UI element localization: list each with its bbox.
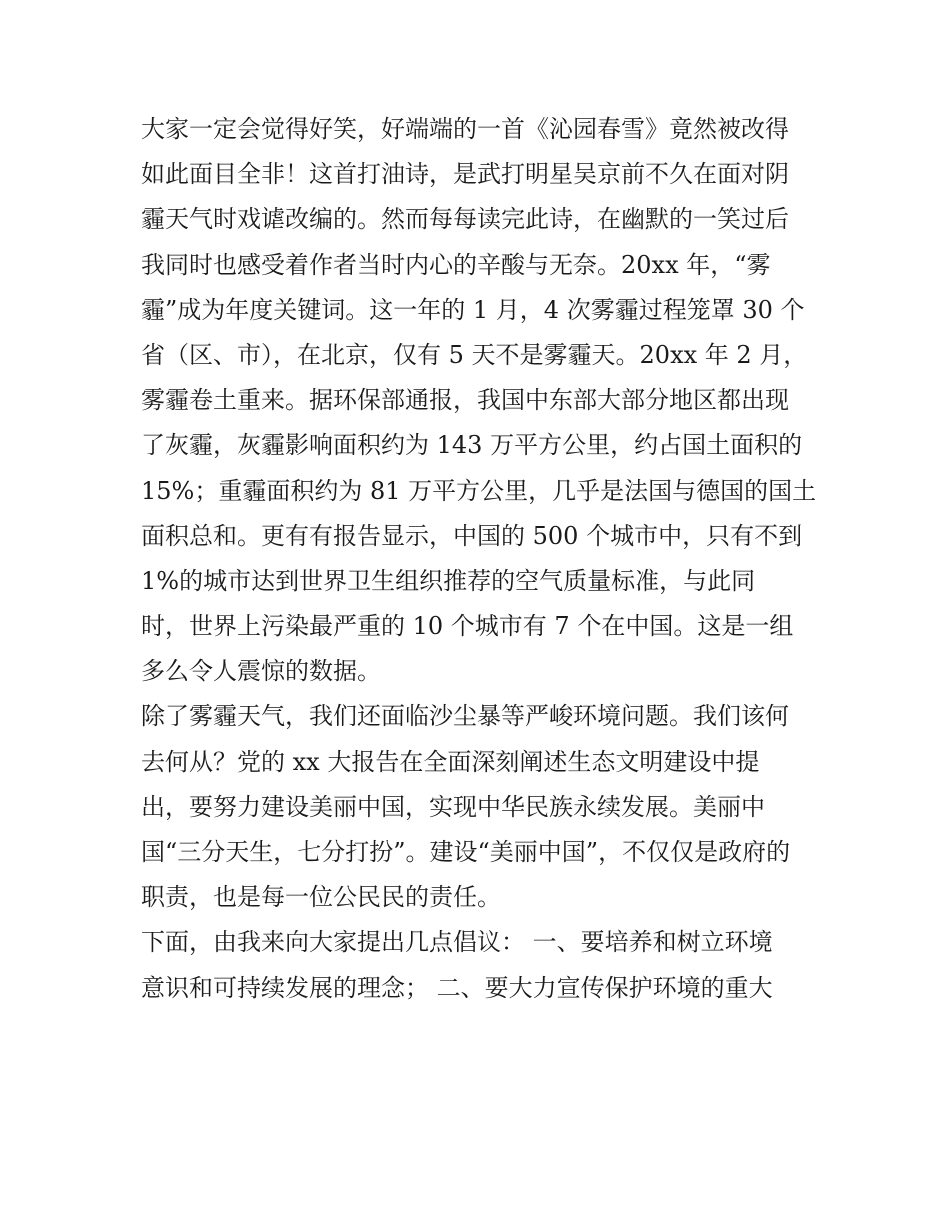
text-line: 面积总和。更有有报告显示，中国的 500 个城市中，只有不到 <box>141 521 803 550</box>
text-line: 霾”成为年度关键词。这一年的 1 月，4 次雾霾过程笼罩 30 个 <box>141 295 805 324</box>
text-line: 雾霾卷土重来。据环保部通报，我国中东部大部分地区都出现 <box>141 386 789 415</box>
text-line: 如此面目全非！这首打油诗，是武打明星吴京前不久在面对阴 <box>141 160 789 189</box>
text-line: 时，世界上污染最严重的 10 个城市有 7 个在中国。这是一组 <box>141 612 794 641</box>
text-line: 去何从？党的 xx 大报告在全面深刻阐述生态文明建设中提 <box>141 747 760 776</box>
text-line: 出，要努力建设美丽中国，实现中华民族永续发展。美丽中 <box>141 792 765 821</box>
text-line: 霾天气时戏谑改编的。然而每每读完此诗，在幽默的一笑过后 <box>141 205 789 234</box>
text-line: 1%的城市达到世界卫生组织推荐的空气质量标准，与此同 <box>141 566 756 595</box>
text-line: 多么令人震惊的数据。 <box>141 657 381 686</box>
text-line: 国“三分天生，七分打扮”。建设“美丽中国”，不仅仅是政府的 <box>141 838 791 866</box>
text-line: 除了雾霾天气，我们还面临沙尘暴等严峻环境问题。我们该何 <box>141 702 789 731</box>
document-body <box>141 107 821 1011</box>
text-line: 15%；重霾面积约为 81 万平方公里，几乎是法国与德国的国土 <box>141 476 817 505</box>
text-line: 下面，由我来向大家提出几点倡议： 一、要培养和树立环境 <box>141 928 773 957</box>
text-line: 意识和可持续发展的理念； 二、要大力宣传保护环境的重大 <box>141 973 773 1002</box>
text-line: 大家一定会觉得好笑，好端端的一首《沁园春雪》竟然被改得 <box>141 115 789 143</box>
text-line: 了灰霾，灰霾影响面积约为 143 万平方公里，约占国土面积的 <box>141 431 803 460</box>
text-line: 职责，也是每一位公民民的责任。 <box>141 883 501 912</box>
text-line: 省（区、市），在北京，仅有 5 天不是雾霾天。20xx 年 2 月， <box>141 340 808 369</box>
text-line: 我同时也感受着作者当时内心的辛酸与无奈。20xx 年，“雾 <box>141 250 771 279</box>
